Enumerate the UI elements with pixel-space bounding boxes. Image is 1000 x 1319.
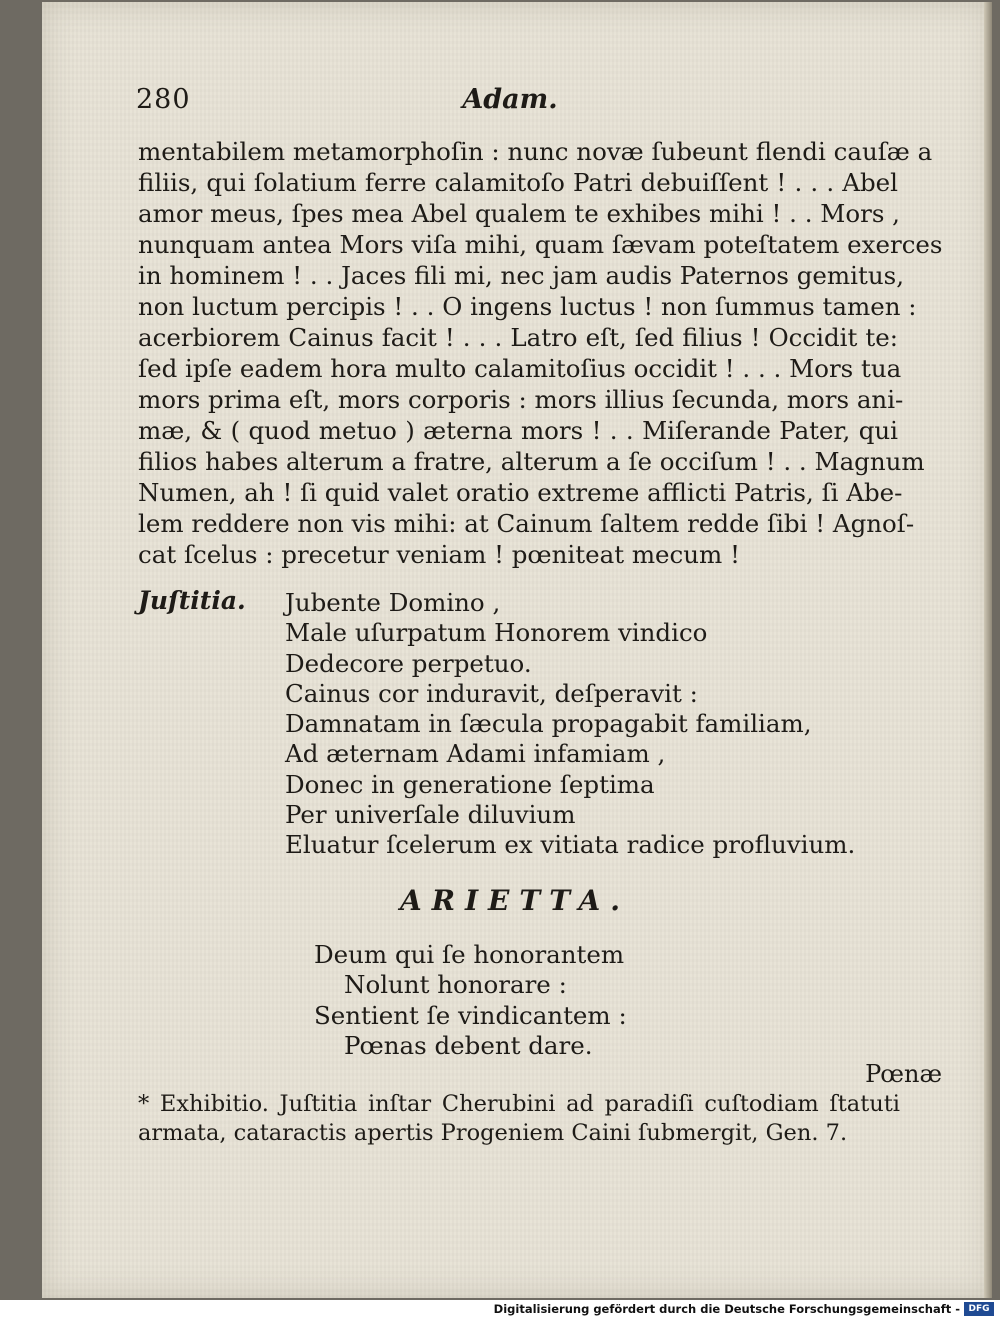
prose-line: Numen, ah ! ſi quid valet oratio extreme afflicti Patris, ſi Abe- (138, 478, 903, 507)
footnote-line: * Exhibitio. Juſtitia inſtar Cherubini ad paradiſi cuſtodiam ſtatuti (138, 1091, 900, 1117)
running-title: Adam. (462, 84, 558, 115)
prose-line: non luctum percipis ! . . O ingens luctus ! non ſummus tamen : (138, 292, 917, 321)
verse-line: Cainus cor induravit, deſperavit : (285, 678, 698, 708)
prose-line: cat ſcelus : precetur veniam ! pœniteat mecum ! (138, 540, 740, 569)
aria-block (314, 940, 627, 1061)
prose-line: amor meus, ſpes mea Abel qualem te exhibes mihi ! . . Mors , (138, 199, 900, 228)
verse-line: Donec in generatione ſeptima (285, 769, 655, 799)
verse-line: Dedecore perpetuo. (285, 648, 532, 678)
prose-line: mæ, & ( quod metuo ) æterna mors ! . . Miſerande Pater, qui (138, 416, 898, 445)
aria-line: Deum qui ſe honorantem (314, 940, 625, 969)
prose-line: filiis, qui ſolatium ferre calamitoſo Patri debuiſſent ! . . . Abel (138, 168, 898, 197)
verse-line: Per univerſale diluvium (285, 800, 576, 830)
prose-line: mors prima eſt, mors corporis : mors illius ſecunda, mors ani- (138, 385, 904, 414)
prose-line: in hominem ! . . Jaces fili mi, nec jam audis Paternos gemitus, (138, 261, 904, 290)
prose-line: ſed ipſe eadem hora multo calamitoſius occidit ! . . . Mors tua (138, 354, 902, 383)
aria-heading: ARIETTA. (399, 884, 631, 917)
funding-credit: Digitalisierung gefördert durch die Deutsche Forschungsgemeinschaft - (493, 1302, 960, 1316)
speaker-name: Juſtitia. (138, 586, 246, 615)
aria-line: Nolunt honorare : (344, 970, 567, 1000)
dfg-logo-icon: DFG (964, 1302, 994, 1316)
prose-line: filios habes alterum a fratre, alterum a ſe occiſum ! . . Magnum (138, 447, 925, 476)
verse-line: Jubente Domino , (285, 588, 501, 617)
aria-line: Sentient ſe vindicantem : (314, 1000, 627, 1030)
prose-block (138, 136, 943, 570)
verse-line: Male uſurpatum Honorem vindico (285, 618, 708, 648)
footnote (138, 1090, 900, 1148)
verse-block (285, 588, 855, 861)
prose-line: acerbiorem Cainus facit ! . . . Latro eſt, ſed filius ! Occidit te: (138, 323, 898, 352)
verse-line: Ad æternam Adami infamiam , (285, 739, 666, 769)
verse-line: Eluatur ſcelerum ex vitiata radice profluvium. (285, 830, 856, 860)
verse-line: Damnatam in ſæcula propagabit familiam, (285, 709, 812, 739)
page-number: 280 (136, 84, 191, 115)
prose-line: nunquam antea Mors viſa mihi, quam ſævam poteſtatem exerces (138, 230, 943, 259)
footnote-line: armata, cataractis apertis Progeniem Caini ſubmergit, Gen. 7. (138, 1120, 848, 1146)
prose-line: mentabilem metamorphoſin : nunc novæ ſubeunt flendi cauſæ a (138, 137, 933, 166)
aria-line: Pœnas debent dare. (344, 1030, 593, 1060)
prose-line: lem reddere non vis mihi: at Cainum ſaltem redde ſibi ! Agnoſ- (138, 509, 915, 538)
catchword: Pœnæ (865, 1060, 942, 1088)
page-edge (984, 2, 992, 1298)
